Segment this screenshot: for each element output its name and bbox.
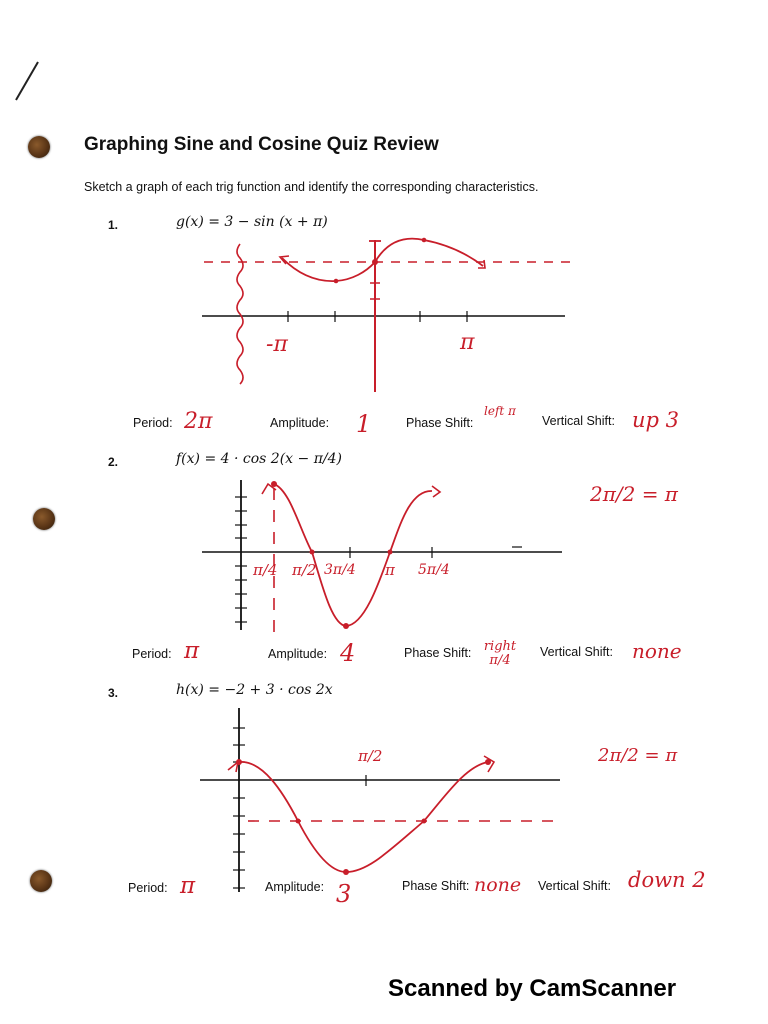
phase-shift-answer-1: left π (484, 404, 516, 418)
amplitude-answer-1: 1 (356, 410, 372, 438)
curve (239, 762, 488, 872)
amplitude-label-2: Amplitude: (268, 647, 328, 661)
period-label-2: Period: (132, 647, 172, 661)
period-label-3: Period: (128, 881, 168, 895)
amplitude-answer-2: 4 (340, 639, 356, 667)
vertical-shift-label-1: Vertical Shift: (542, 414, 615, 428)
tick-label-neg-pi: -π (266, 332, 288, 357)
tick-label-pi-over-2-3: π/2 (358, 747, 383, 765)
problem-3-equation: h(x) = −2 + 3 · cos 2x (176, 682, 333, 698)
tick-label-pi-over-4: π/4 (253, 561, 278, 579)
tick-label-pi-over-2: π/2 (292, 561, 317, 579)
phase-shift-answer-2: right π/4 (483, 639, 517, 668)
vertical-shift-label-3: Vertical Shift: (538, 879, 611, 893)
tick-label-pi: π (460, 330, 475, 355)
page-title: Graphing Sine and Cosine Quiz Review (84, 134, 439, 155)
period-calculation-note-3: 2π/2 = π (598, 745, 678, 766)
amplitude-label-3: Amplitude: (265, 880, 325, 894)
period-answer-2: π (184, 638, 200, 664)
instructions: Sketch a graph of each trig function and identify the corresponding characteristics. (84, 180, 539, 194)
problem-2-equation: f(x) = 4 · cos 2(x − π/4) (176, 451, 342, 467)
problem-3-number: 3. (108, 686, 119, 700)
phase-shift-label-1: Phase Shift: (406, 416, 474, 430)
amplitude-answer-3: 3 (336, 880, 352, 908)
period-answer-3: π (180, 873, 196, 899)
vertical-shift-answer-2: none (632, 639, 682, 663)
vertical-shift-label-2: Vertical Shift: (540, 645, 613, 659)
phase-shift-label-2: Phase Shift: (404, 646, 472, 660)
period-answer-1: 2π (184, 409, 213, 434)
footer-watermark: Scanned by CamScanner (388, 975, 677, 1002)
problem-1-equation: g(x) = 3 − sin (x + π) (176, 214, 328, 230)
period-calculation-note-2: 2π/2 = π (590, 482, 678, 506)
phase-shift-answer-3: none (474, 874, 522, 896)
vertical-shift-answer-3: down 2 (628, 868, 706, 892)
vertical-shift-answer-1: up 3 (632, 408, 680, 432)
tick-label-5pi-over-4: 5π/4 (418, 562, 450, 578)
problem-1-number: 1. (108, 218, 119, 232)
amplitude-label-1: Amplitude: (270, 416, 330, 430)
phase-shift-label-3: Phase Shift: (402, 879, 470, 893)
problem-2-number: 2. (108, 455, 119, 469)
tick-label-3pi-over-4: 3π/4 (324, 562, 356, 578)
tick-label-pi-2: π (385, 561, 395, 579)
period-label-1: Period: (133, 416, 173, 430)
